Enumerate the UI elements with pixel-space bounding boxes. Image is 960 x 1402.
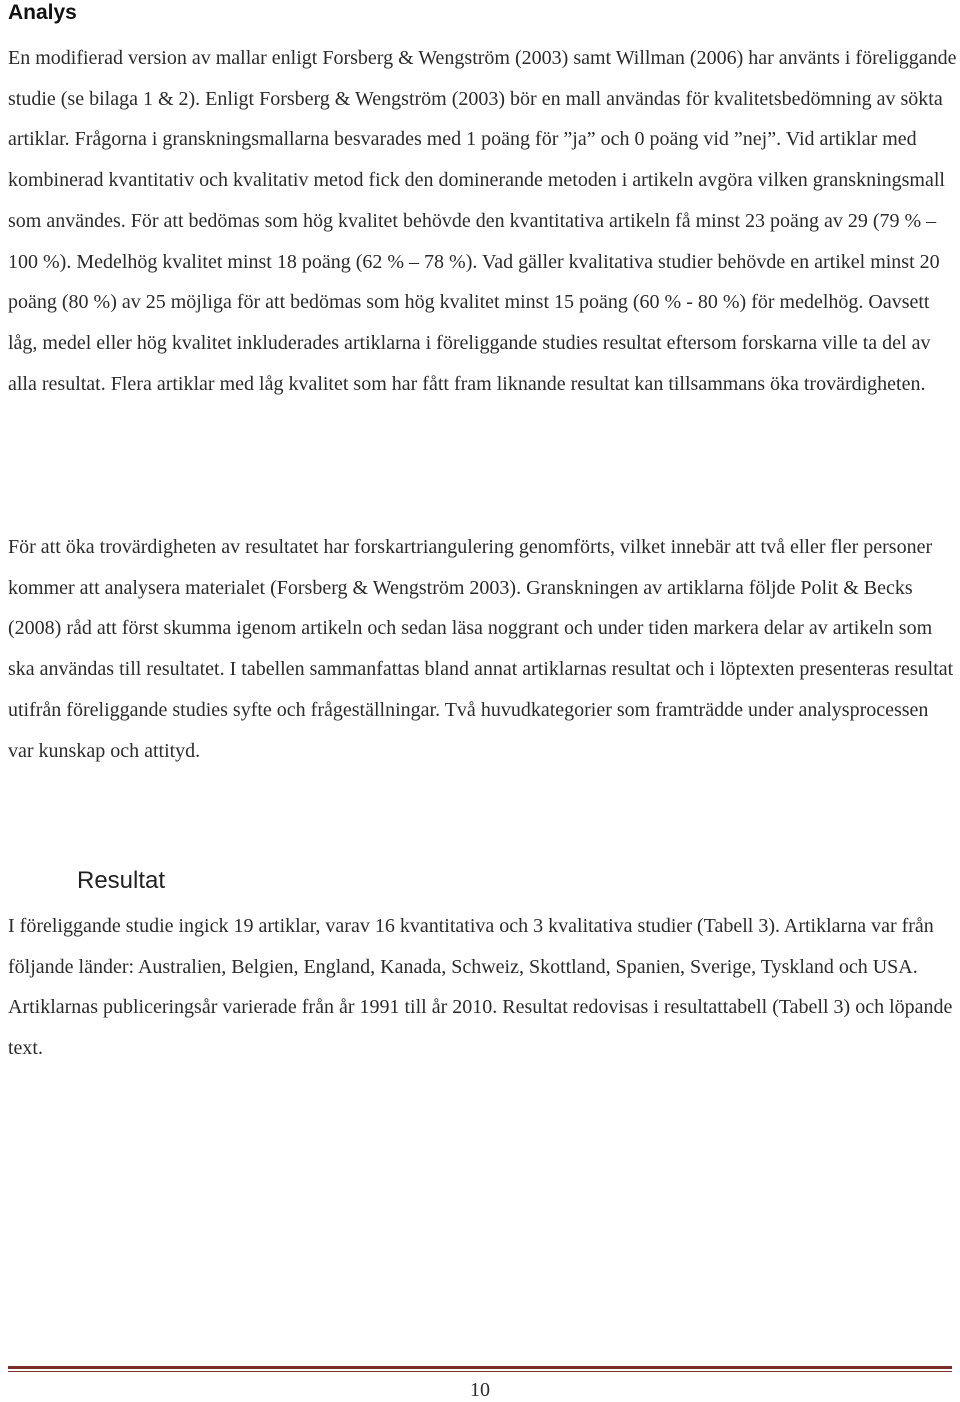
analys-paragraph-1: En modifierad version av mallar enligt Forsberg & Wengström (2003) samt Willman (2006) har använts i föreliggande studie (se bilaga 1 & 2). Enligt Forsberg & Wengström (2003) bör en mall användas för kvalitetsbedömning av sökta artiklar. Frågorna i granskningsmallarna besvarades med 1 poäng för ”ja” och 0 poäng vid ”nej”. Vid artiklar med kombinerad kvantitativ och kvalitativ metod fick den dominerande metoden i artikeln avgöra vilken granskningsmall som användes. För att bedömas som hög kvalitet behövde den kvantitativa artikeln få minst 23 poäng av 29 (79 % – 100 %). Medelhög kvalitet minst 18 poäng (62 % – 78 %). Vad gäller kvalitativa studier behövde en artikel minst 20 poäng (80 %) av 25 möjliga för att bedömas som hög kvalitet minst 15 poäng (60 % - 80 %) för medelhög. Oavsett låg, medel eller hög kvalitet inkluderades artiklarna i föreliggande studies resultat eftersom forskarna ville ta del av alla resultat. Flera artiklar med låg kvalitet som har fått fram liknande resultat kan tillsammans öka trovärdigheten.	[8, 47, 957, 395]
resultat-paragraph-1: I föreliggande studie ingick 19 artiklar, varav 16 kvantitativa och 3 kvalitativa studier (Tabell 3). Artiklarna var från följande länder: Australien, Belgien, England, Kanada, Schweiz, Skottland, Spanien, Sverige, Tyskland och USA. Artiklarnas publiceringsår varierade från år 1991 till år 2010. Resultat redovisas i resultattabell (Tabell 3) och löpande text.	[8, 915, 953, 1060]
section-heading-resultat: Resultat	[77, 867, 166, 894]
section-heading-analys: Analys	[8, 1, 77, 24]
footer-rule-thin	[8, 1371, 952, 1372]
analys-paragraph-2: För att öka trovärdigheten av resultatet har forskartriangulering genomförts, vilket innebär att två eller fler personer kommer att analysera materialet (Forsberg & Wengström 2003). Granskningen av artiklarna följde Polit & Becks (2008) råd att först skumma igenom artikeln och sedan läsa noggrant och under tiden markera delar av artikeln som ska användas till resultatet. I tabellen sammanfattas bland annat artiklarnas resultat och i löptexten presenteras resultat utifrån föreliggande studies syfte och frågeställningar. Två huvudkategorier som framträdde under analysprocessen var kunskap och attityd.	[8, 536, 954, 762]
page-number: 10	[470, 1379, 490, 1401]
footer-rule	[8, 1366, 952, 1369]
